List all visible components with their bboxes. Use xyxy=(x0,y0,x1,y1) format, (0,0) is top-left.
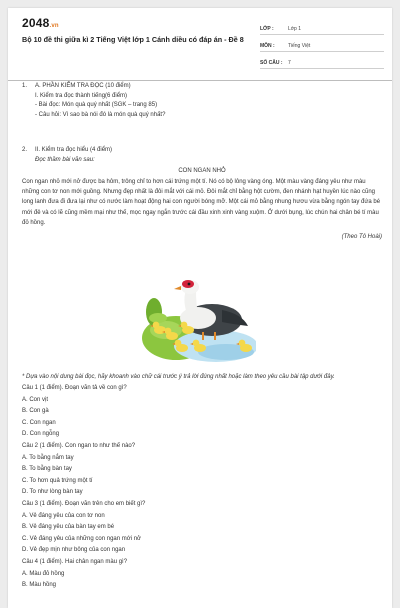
question-4: Câu 4 (1 điểm). Hai chân ngan màu gì? xyxy=(22,558,128,565)
document-page xyxy=(8,8,392,608)
option-4a[interactable]: A. Màu đỏ hồng xyxy=(22,570,65,577)
option-1c[interactable]: C. Con ngan xyxy=(22,419,56,426)
lesson-text: - Bài đọc: Món quà quý nhất (SGK – trang 85) xyxy=(35,102,158,108)
story-text: Con ngan nhỏ mới nở được ba hôm, trông chỉ to hơn cái trứng một tí. Nó có bộ lông vàng óng. Một màu vàng đáng yêu như màu những con tơ non mới guồng. Nhưng đẹp nhất là đôi mắt với cái mỏ. Đôi mắt chỉ bằng hột cườm, đen nhánh hạt huyền lúc nào cũng long lanh đưa đi đưa lại như có nước làm hoạt động hai con người bóng mỡ. Một cái mỏ bằng nhung hươu vừa bằng ngón tay đứa bé mới đẻ và có lẽ cũng mềm mại như thế, mọc ngay ngắn trước cái đầu xinh xinh vàng xuộm. Ở dưới bụng, lúc chún hai chân bé tí màu đỏ hồng. xyxy=(22,178,381,227)
section-heading: II. Kiểm tra đọc hiểu (4 điểm) xyxy=(35,147,113,153)
option-3b[interactable]: B. Vẻ đáng yêu của bàn tay em bé xyxy=(22,524,115,531)
option-1d[interactable]: D. Con ngỗng xyxy=(22,431,60,438)
meta-row-class xyxy=(260,18,384,35)
option-2d[interactable]: D. To như lòng bàn tay xyxy=(22,489,83,496)
question-1: Câu 1 (1 điểm). Đoạn văn tả về con gì? xyxy=(22,385,127,391)
meta-row-count xyxy=(260,52,384,69)
question-2: Câu 2 (1 điểm). Con ngan to như thế nào? xyxy=(22,442,136,449)
instruction-text: Đọc thầm bài văn sau: xyxy=(35,156,95,163)
header-divider xyxy=(8,80,392,81)
option-3c[interactable]: C. Vẻ đáng yêu của những con ngan mới nở xyxy=(22,535,141,542)
story-title: CON NGAN NHỎ xyxy=(178,168,226,174)
meta-row-subject xyxy=(260,35,384,52)
document-title: Bộ 10 đề thi giữa kì 2 Tiếng Việt lớp 1 Cánh diều có đáp án - Đề 8 xyxy=(22,35,244,44)
duck-with-ducklings-illustration xyxy=(136,272,256,368)
task-instruction: * Dựa vào nội dung bài đọc, hãy khoanh vào chữ cái trước ý trả lời đúng nhất hoặc làm theo yêu cầu bài tập dưới đây. xyxy=(22,374,335,380)
section-subheading: I. Kiểm tra đọc thành tiếng(6 điểm) xyxy=(35,92,128,99)
meta-table xyxy=(260,18,384,69)
story-author: (Theo Tô Hoài) xyxy=(341,233,382,240)
site-logo[interactable] xyxy=(22,16,59,30)
question-text: - Câu hỏi: Vì sao bà nói đó là món quà quý nhất? xyxy=(35,111,166,118)
option-2c[interactable]: C. To hơn quả trứng một tí xyxy=(22,477,93,484)
meta-key: MÔN : xyxy=(260,43,275,49)
option-2b[interactable]: B. To bằng bàn tay xyxy=(22,466,72,473)
section-number: 2. xyxy=(22,147,28,153)
logo-tld: .vn xyxy=(49,23,59,29)
questions-section xyxy=(22,372,382,592)
logo-name: 2048 xyxy=(22,16,50,30)
meta-value: 7 xyxy=(288,60,291,66)
meta-value: Tiếng Việt xyxy=(288,43,311,49)
section-heading: A. PHẦN KIỂM TRA ĐỌC (10 điểm) xyxy=(35,83,131,89)
option-3d[interactable]: D. Vẻ đẹp mịn như bông của con ngan xyxy=(22,547,126,554)
option-1b[interactable]: B. Con gà xyxy=(22,408,49,415)
section-1 xyxy=(22,82,382,120)
option-3a[interactable]: A. Vẻ đáng yêu của con tơ non xyxy=(22,512,105,519)
option-2a[interactable]: A. To bằng nắm tay xyxy=(22,454,74,461)
meta-value: Lớp 1 xyxy=(288,26,302,32)
meta-key: LỚP : xyxy=(260,26,274,32)
header xyxy=(8,8,392,70)
question-3: Câu 3 (1 điểm). Đoạn văn trên cho em biết gì? xyxy=(22,500,146,507)
section-2 xyxy=(22,146,382,242)
meta-key: SỐ CÂU : xyxy=(260,60,283,66)
option-4b[interactable]: B. Màu hồng xyxy=(22,582,57,589)
option-1a[interactable]: A. Con vịt xyxy=(22,396,49,403)
section-number: 1. xyxy=(22,83,28,89)
